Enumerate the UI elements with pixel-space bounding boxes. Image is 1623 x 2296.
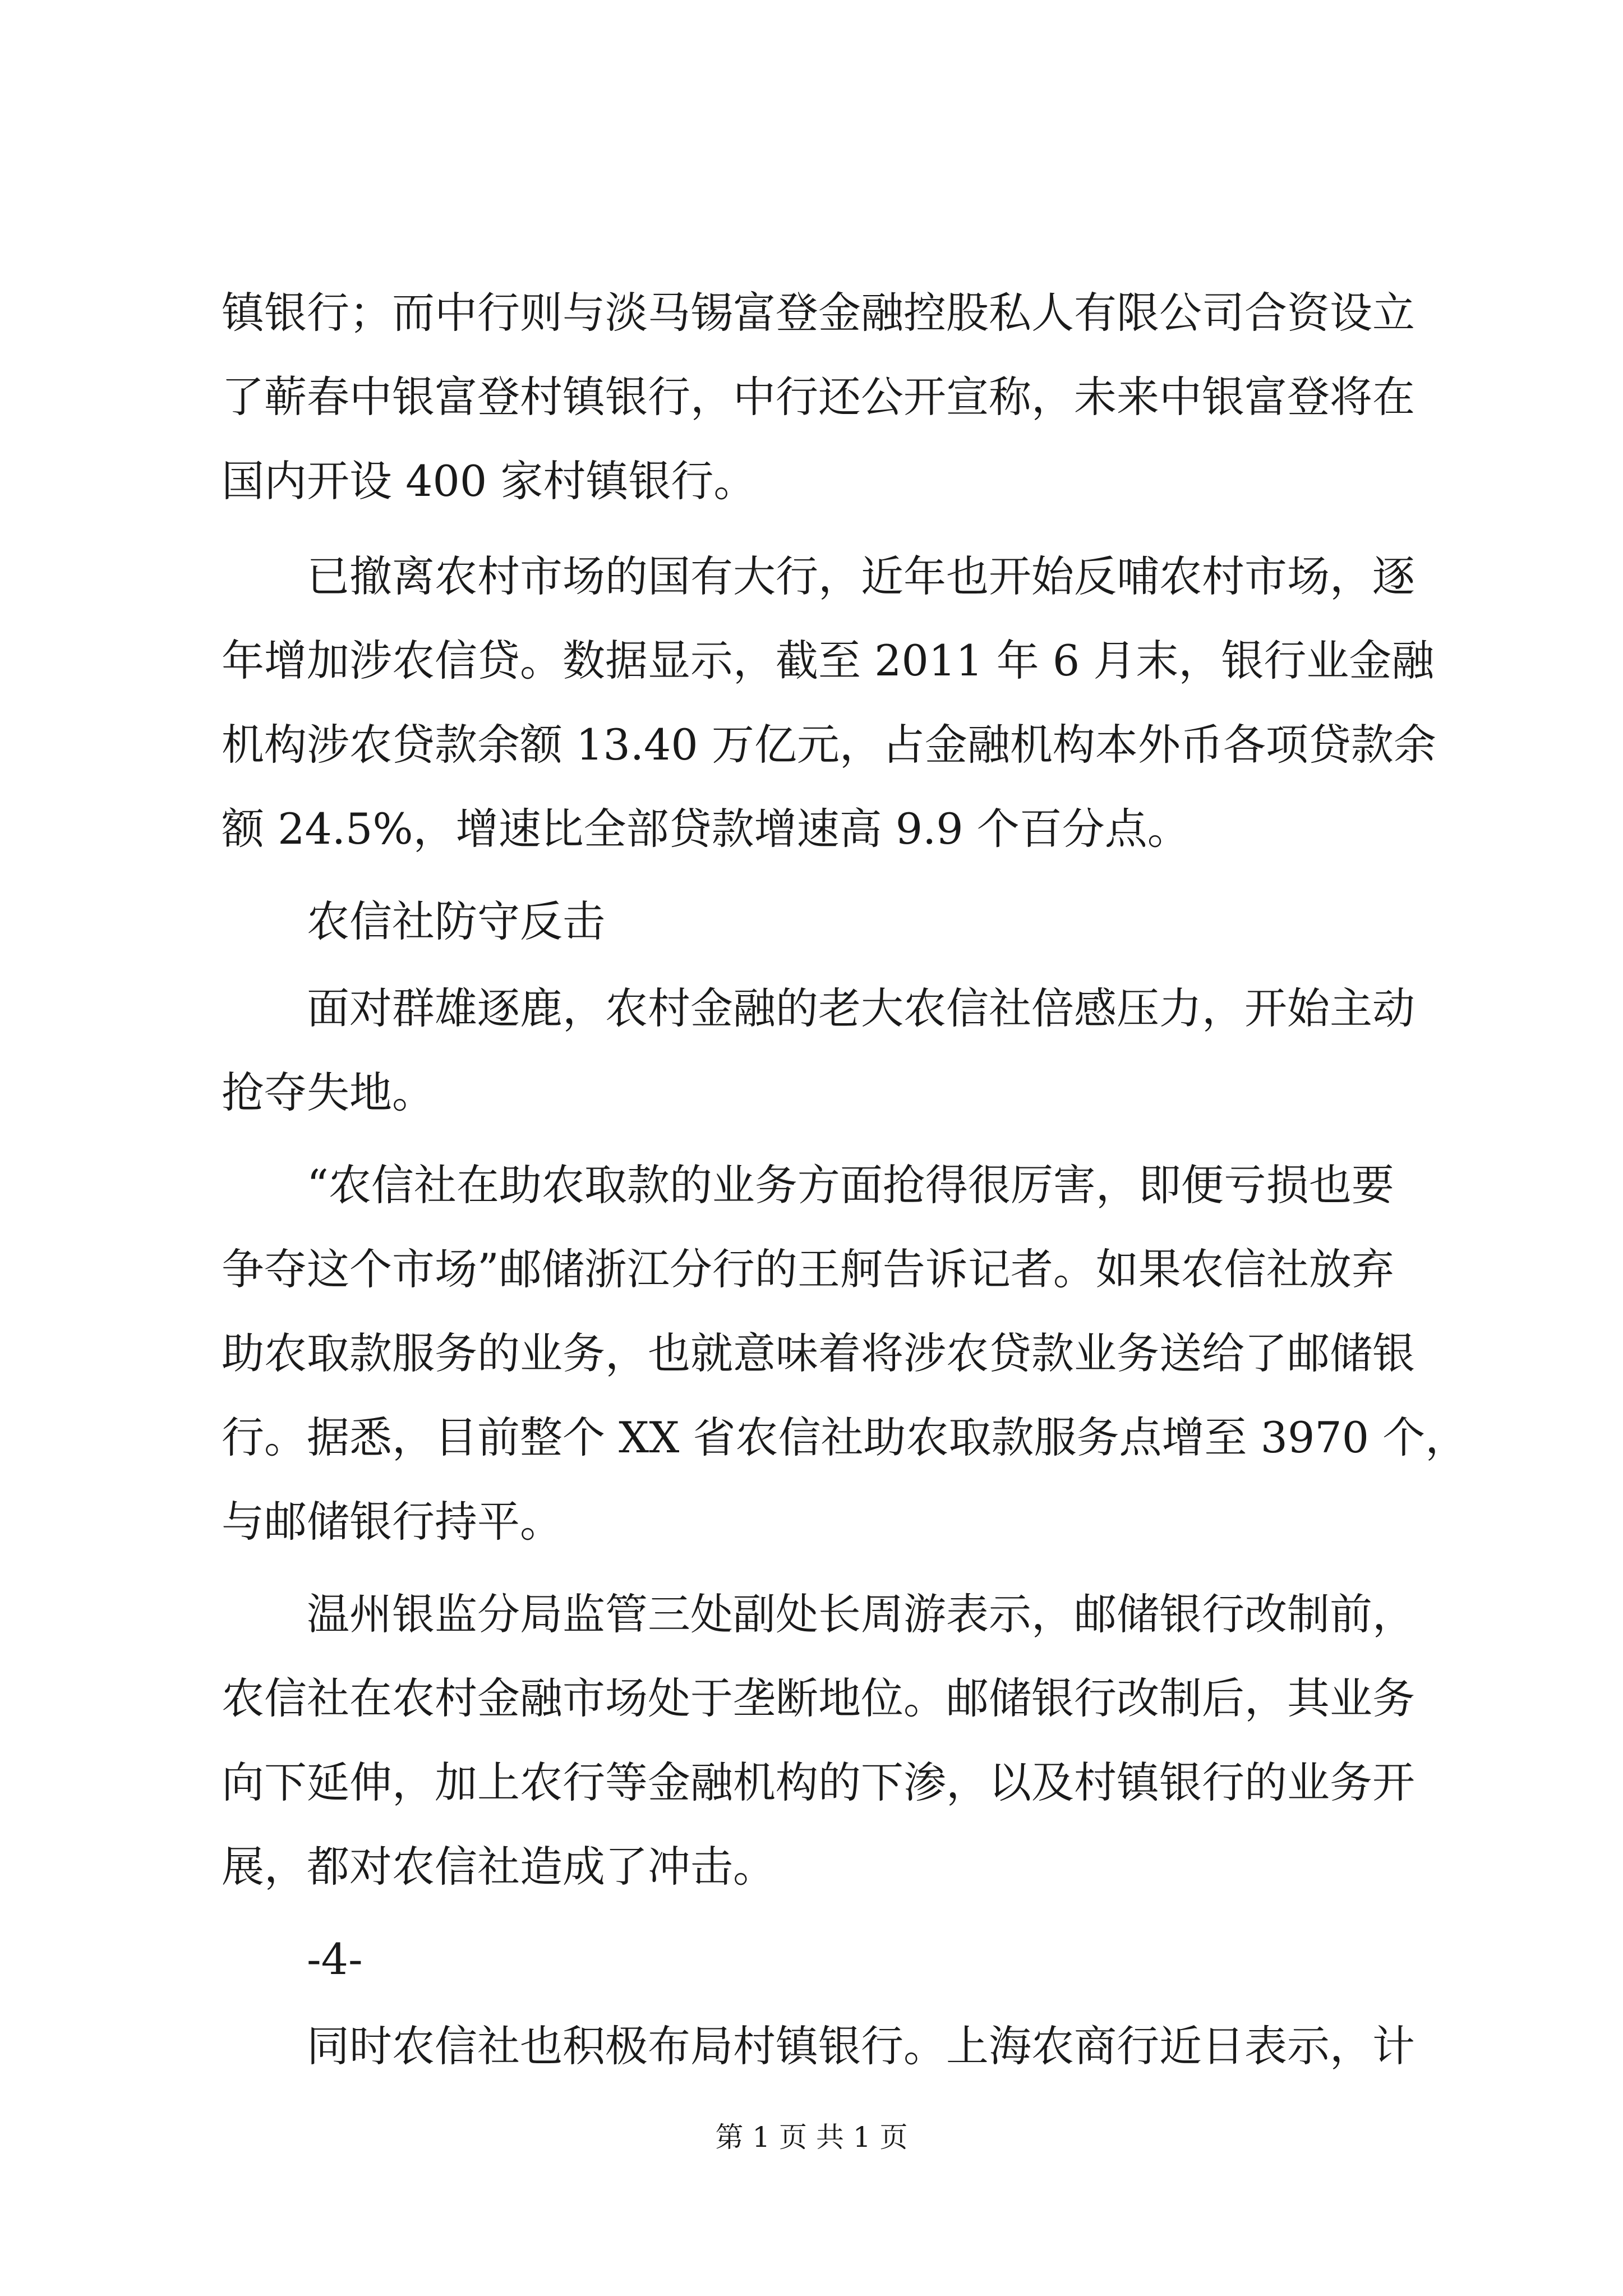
text-line: 同时农信社也积极布局村镇银行。上海农商行近日表示，计	[307, 2021, 1415, 2071]
text-line: 已撤离农村市场的国有大行，近年也开始反哺农村市场，逐	[307, 551, 1415, 601]
inline-page-number: -4-	[307, 1934, 363, 1984]
text-line: 面对群雄逐鹿，农村金融的老大农信社倍感压力，开始主动	[307, 983, 1415, 1033]
text-line: 年增加涉农信贷。数据显示，截至 2011 年 6 月末，银行业金融	[222, 636, 1435, 685]
text-line: 温州银监分局监管三处副处长周游表示，邮储银行改制前，	[307, 1589, 1415, 1639]
text-line: 争夺这个市场”邮储浙江分行的王舸告诉记者。如果农信社放弃	[222, 1244, 1394, 1294]
text-line: 与邮储银行持平。	[222, 1497, 562, 1547]
text-line: “农信社在助农取款的业务方面抢得很厉害，即便亏损也要	[307, 1160, 1394, 1210]
text-line: 机构涉农贷款余额 13.40 万亿元，占金融机构本外币各项贷款余	[222, 720, 1436, 770]
text-line: 额 24.5%，增速比全部贷款增速高 9.9 个百分点。	[222, 804, 1190, 854]
text-line: 行。据悉，目前整个 XX 省农信社助农取款服务点增至 3970 个，	[222, 1412, 1468, 1462]
text-line: 向下延伸，加上农行等金融机构的下渗，以及村镇银行的业务开	[222, 1757, 1415, 1807]
text-line: 农信社在农村金融市场处于垄断地位。邮储银行改制后，其业务	[222, 1673, 1415, 1723]
text-line: 国内开设 400 家村镇银行。	[222, 456, 757, 506]
section-heading: 农信社防守反击	[307, 896, 605, 946]
text-line: 了蕲春中银富登村镇银行，中行还公开宣称，未来中银富登将在	[222, 372, 1415, 422]
text-line: 镇银行；而中行则与淡马锡富登金融控股私人有限公司合资设立	[222, 288, 1415, 338]
text-line: 展，都对农信社造成了冲击。	[222, 1842, 776, 1892]
text-line: 抢夺失地。	[222, 1068, 435, 1117]
text-line: 助农取款服务的业务，也就意味着将涉农贷款业务送给了邮储银	[222, 1328, 1415, 1378]
page-footer: 第 1 页 共 1 页	[715, 2121, 908, 2154]
